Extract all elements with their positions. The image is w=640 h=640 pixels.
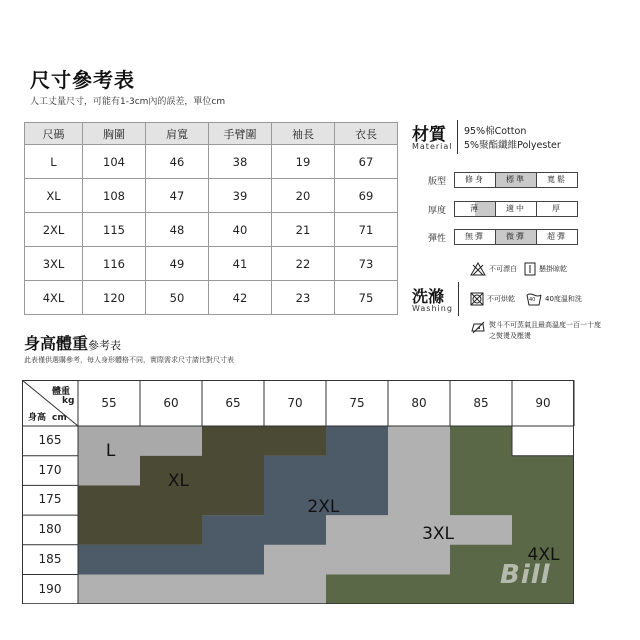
no-tumble-dry-icon: [470, 292, 484, 306]
wash-temp: 40: [529, 297, 536, 303]
table-cell: 120: [83, 281, 146, 315]
washing-divider: [458, 282, 459, 316]
care-text: 熨斗不可蒸氣且最高溫度一百一十度之熨燙及壓燙: [489, 321, 601, 340]
height-label-180: 180: [38, 522, 62, 537]
table-cell: 41: [209, 247, 272, 281]
table-cell: 49: [146, 247, 209, 281]
iron-icon: [470, 320, 486, 334]
table-cell: 40: [209, 213, 272, 247]
corner-weight-unit: kg: [62, 396, 75, 406]
table-cell: 50: [146, 281, 209, 315]
table-cell: 67: [335, 145, 398, 179]
table-cell: 38: [209, 145, 272, 179]
care-text: 懸掛晾乾: [539, 265, 567, 273]
material-subtitle: Material: [412, 142, 453, 151]
zone-label-4xl: 4XL: [527, 544, 560, 565]
watermark: Bill: [500, 560, 551, 590]
corner-height-unit: cm: [52, 413, 67, 423]
stretch-option: 超彈: [547, 232, 567, 241]
table-row: [25, 213, 398, 247]
table-row: [25, 247, 398, 281]
washing-title: 洗滌: [412, 287, 445, 306]
care-item: [524, 262, 567, 276]
care-item: [470, 262, 517, 276]
stretch-option-selected: 微彈: [496, 230, 537, 244]
care-text: 不可烘乾: [487, 295, 515, 303]
size-cell: XL: [25, 179, 83, 213]
fit-option-selected: 標準: [496, 173, 537, 187]
table-cell: 39: [209, 179, 272, 213]
col-header: 肩寬: [146, 123, 209, 145]
thickness-scale: [454, 201, 578, 217]
table-cell: 46: [146, 145, 209, 179]
fit-scale: [454, 172, 578, 188]
weight-header-55: 55: [101, 396, 117, 410]
table-cell: 108: [83, 179, 146, 213]
thickness-label: 厚度: [428, 206, 447, 216]
col-header: 衣長: [335, 123, 398, 145]
care-text: 40度溫和洗: [545, 295, 582, 303]
size-cell: L: [25, 145, 83, 179]
zone-3xl-low: [78, 575, 326, 605]
thickness-option: 厚: [552, 204, 562, 213]
weight-chart-subtitle: 此表僅供選購參考，每人身形體格不同，實際需求尺寸請比對尺寸表: [24, 356, 234, 364]
weight-header-85: 85: [473, 396, 489, 410]
table-cell: 71: [335, 213, 398, 247]
stretch-option: 無彈: [455, 230, 496, 244]
weight-header-70: 70: [287, 396, 303, 410]
table-cell: 22: [272, 247, 335, 281]
table-cell: 19: [272, 145, 335, 179]
table-row: [25, 281, 398, 315]
weight-header-65: 65: [225, 396, 241, 410]
table-cell: 42: [209, 281, 272, 315]
table-cell: 115: [83, 213, 146, 247]
zone-label-xl: XL: [167, 470, 190, 491]
table-cell: 104: [83, 145, 146, 179]
col-header: 袖長: [272, 123, 335, 145]
fit-label: 版型: [428, 177, 447, 187]
table-cell: 21: [272, 213, 335, 247]
table-cell: 48: [146, 213, 209, 247]
weight-header-80: 80: [411, 396, 427, 410]
height-label-185: 185: [38, 551, 62, 566]
weight-height-grid: [22, 380, 576, 604]
material-title: 材質: [412, 125, 446, 145]
col-header: 尺碼: [25, 123, 83, 145]
size-table: [24, 122, 398, 315]
material-divider: [457, 120, 458, 154]
care-item: [470, 320, 602, 342]
empty-cell: [512, 426, 574, 456]
weight-chart-title-main: 身高體重: [24, 334, 89, 353]
table-row: [25, 179, 398, 213]
col-header: 胸圍: [83, 123, 146, 145]
corner-weight-label: 體重: [52, 387, 71, 397]
material-line: 95%棉Cotton: [464, 126, 527, 137]
table-cell: 47: [146, 179, 209, 213]
care-item: [526, 292, 582, 306]
table-cell: 73: [335, 247, 398, 281]
corner-height-label: 身高: [28, 413, 47, 423]
material-line: 5%聚酯纖維Polyester: [464, 140, 561, 151]
table-cell: 116: [83, 247, 146, 281]
wash-40-icon: [526, 292, 542, 306]
zone-label-3xl: 3XL: [422, 524, 455, 544]
washing-subtitle: Washing: [412, 304, 453, 313]
weight-chart-title-small: 參考表: [88, 339, 122, 352]
table-cell: 69: [335, 179, 398, 213]
stretch-label: 彈性: [428, 234, 447, 244]
fit-option: 修身: [455, 173, 496, 187]
height-label-165: 165: [38, 433, 62, 447]
height-label-170: 170: [38, 462, 62, 477]
height-label-175: 175: [38, 492, 62, 507]
table-cell: 75: [335, 281, 398, 315]
page-subtitle: 人工丈量尺寸，可能有1-3cm內的誤差，單位cm: [30, 97, 226, 107]
no-bleach-icon: [470, 262, 486, 276]
size-table-header: [25, 123, 398, 145]
thickness-option-selected: 適中: [496, 202, 537, 216]
height-label-190: 190: [38, 581, 62, 596]
weight-chart-title: [24, 331, 121, 354]
table-cell: 20: [272, 179, 335, 213]
table-row: [25, 145, 398, 179]
size-cell: 4XL: [25, 281, 83, 315]
care-text: 不可漂白: [489, 265, 517, 273]
zone-label-2xl: 2XL: [307, 497, 340, 518]
stretch-scale: [454, 229, 578, 245]
zone-label-l: L: [105, 440, 116, 461]
care-item: [470, 292, 515, 306]
thickness-option: 薄: [455, 202, 496, 216]
hang-dry-icon: [524, 262, 536, 276]
page-title: 尺寸參考表: [30, 68, 135, 92]
table-cell: 23: [272, 281, 335, 315]
weight-header-90: 90: [535, 396, 551, 410]
size-cell: 2XL: [25, 213, 83, 247]
weight-header-60: 60: [163, 396, 179, 410]
size-cell: 3XL: [25, 247, 83, 281]
weight-header-75: 75: [349, 396, 365, 410]
col-header: 手臂圍: [209, 123, 272, 145]
fit-option: 寬鬆: [547, 175, 567, 184]
